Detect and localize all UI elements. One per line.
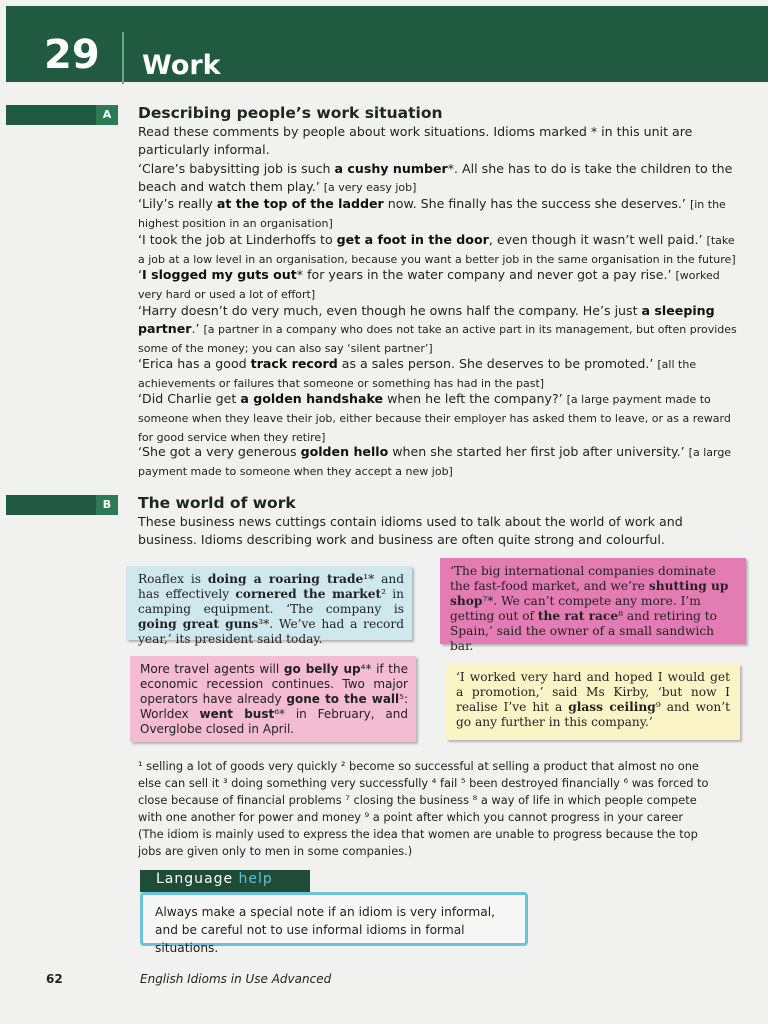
idiom-example [138,302,742,358]
idiom-example [138,390,742,447]
idiom-example [138,160,742,197]
section-a-tab [6,105,118,125]
example-text: when she started her first job after university.’ [388,444,689,459]
idiom: a cushy number [334,161,448,176]
book-title: English Idioms in Use Advanced [140,972,332,986]
cutting-text: More travel agents will [140,662,284,676]
section-b-tab [6,495,118,515]
idiom-example [138,266,742,304]
idiom: shutting up shop [450,579,729,608]
unit-number: 29 [44,32,100,78]
example-text: , even though it wasn’t well paid.’ [488,232,707,247]
idiom: get a foot in the door [336,232,489,247]
language-help-tab [140,870,310,892]
idiom-definition: [a large payment made to someone when they accept a new job] [138,446,732,478]
cutting-text: ⁸ and retiring to Spain,’ said the owner of a small sandwich bar. [450,609,717,653]
idiom: the rat race [537,609,619,623]
news-cutting-ms-kirby [446,664,740,740]
idiom-definition: [a large payment made to someone when they leave their job, either because their employer has asked them to leave, or as a reward for good service when they retire] [138,393,731,444]
cutting-text: ³*. We’ve had a record year,’ its president said today. [138,617,404,646]
example-text: now. She finally has the success she deserves.’ [383,196,690,211]
cutting-text: ² in camping equipment. ‘The company is [138,587,404,616]
idiom: a golden handshake [240,391,384,406]
cutting-text: ⁹ and won’t go any further in this company.’ [456,700,730,729]
unit-header [6,6,768,82]
example-text: ‘Erica has a good [138,356,251,371]
idiom-definition: [a partner in a company who does not take an active part in its management, but often provides some of the money; you can also say ‘silent partner’] [138,323,737,355]
example-text: *. All she has to do is take the children to the beach and watch them play.’ [138,161,733,194]
idiom: gone to the wall [286,692,400,706]
example-text: as a sales person. She deserves to be promoted.’ [337,356,658,371]
footnotes: ¹ selling a lot of goods very quickly ² become so successful at selling a product that almost no one else can sell it ³ doing something very successfully ⁴ fail ⁵ been destroyed financially ⁶ was forced to close because of financial problems ⁷ closing the business ⁸ a way of life in which people compete with one another for power and money ⁹ a point after which you cannot progress in your career (The idiom is mainly used to express the idea that women are unable to progress because the top jobs are given only to men in some companies.) [138,759,709,858]
example-text: ‘Clare’s babysitting job is such [138,161,335,176]
example-text: ‘ [138,267,143,282]
idiom-definition: [a very easy job] [323,181,417,194]
example-text: when he left the company?’ [383,391,567,406]
idiom-example [138,231,742,269]
section-b-letter: B [96,495,118,515]
cutting-text: ‘The big international companies dominate the fast-food market, and we’re [450,564,716,593]
idiom-example [138,443,742,481]
idiom-definition: [worked very hard or used a lot of effort] [138,269,720,301]
language-help-box: Always make a special note if an idiom is very informal, and be careful not to use informal idioms in formal situations. [140,892,528,946]
cutting-text: ‘I worked very hard and hoped I would get a promotion,’ said Ms Kirby, ‘but now I realise I’ve hit a [456,670,730,714]
section-a-intro: Read these comments by people about work situations. Idioms marked * in this unit are particularly informal. [138,124,693,157]
language-help-label [156,871,273,887]
example-text: ‘Did Charlie get [138,391,241,406]
idiom-example [138,195,742,233]
example-text: * for years in the water company and never got a pay rise.’ [296,267,676,282]
idiom: doing a roaring trade [207,572,364,586]
example-text: ‘Lily’s really [138,196,217,211]
section-b-intro: These business news cuttings contain idioms used to talk about the world of work and business. Idioms describing work and business are often quite strong and colourful. [138,514,683,547]
idiom: track record [250,356,338,371]
cutting-text: Roaflex is [138,572,208,586]
idiom-example [138,355,742,393]
example-text: ‘I took the job at Linderhoffs to [138,232,337,247]
cutting-text: ⁶* in February, and Overglobe closed in April. [140,707,408,736]
idiom: I slogged my guts out [142,267,297,282]
idiom: go belly up [283,662,361,676]
example-text: ‘Harry doesn’t do very much, even though he owns half the company. He’s just [138,303,642,318]
example-text: ‘She got a very generous [138,444,301,459]
header-divider [122,32,124,84]
cutting-text: ⁷*. We can’t compete any more. I’m getting out of [450,594,701,623]
example-text: .’ [191,321,204,336]
idiom: at the top of the ladder [216,196,384,211]
section-a-letter: A [96,105,118,125]
cutting-text: ⁵: Worldex [140,692,408,721]
idiom-definition: [take a job at a low level in an organisation, because you want a better job in the same organisation in the future] [138,234,736,266]
idiom: cornered the market [235,587,382,601]
news-cutting-roaflex [126,566,412,646]
section-a-heading: Describing people’s work situation [138,104,443,122]
section-b-heading: The world of work [138,494,296,512]
idiom-definition: [all the achievements or failures that someone or something has had in the past] [138,358,697,390]
page-number: 62 [46,972,63,986]
idiom: went bust [199,707,275,721]
cutting-text: ⁴* if the economic recession continues. Two major operators have already [140,662,408,706]
cutting-text: ¹* and has effectively [138,572,404,601]
idiom: a sleeping partner [138,303,715,336]
idiom: going great guns [138,617,259,631]
idiom-definition: [in the highest position in an organisation] [138,198,726,230]
language-label: Language [156,871,234,887]
idiom: golden hello [300,444,389,459]
help-label: help [238,871,273,887]
unit-title: Work [142,50,221,81]
news-cutting-sandwich-bar [440,558,746,653]
idiom: glass ceiling [568,700,656,714]
news-cutting-travel-agents [130,656,416,742]
